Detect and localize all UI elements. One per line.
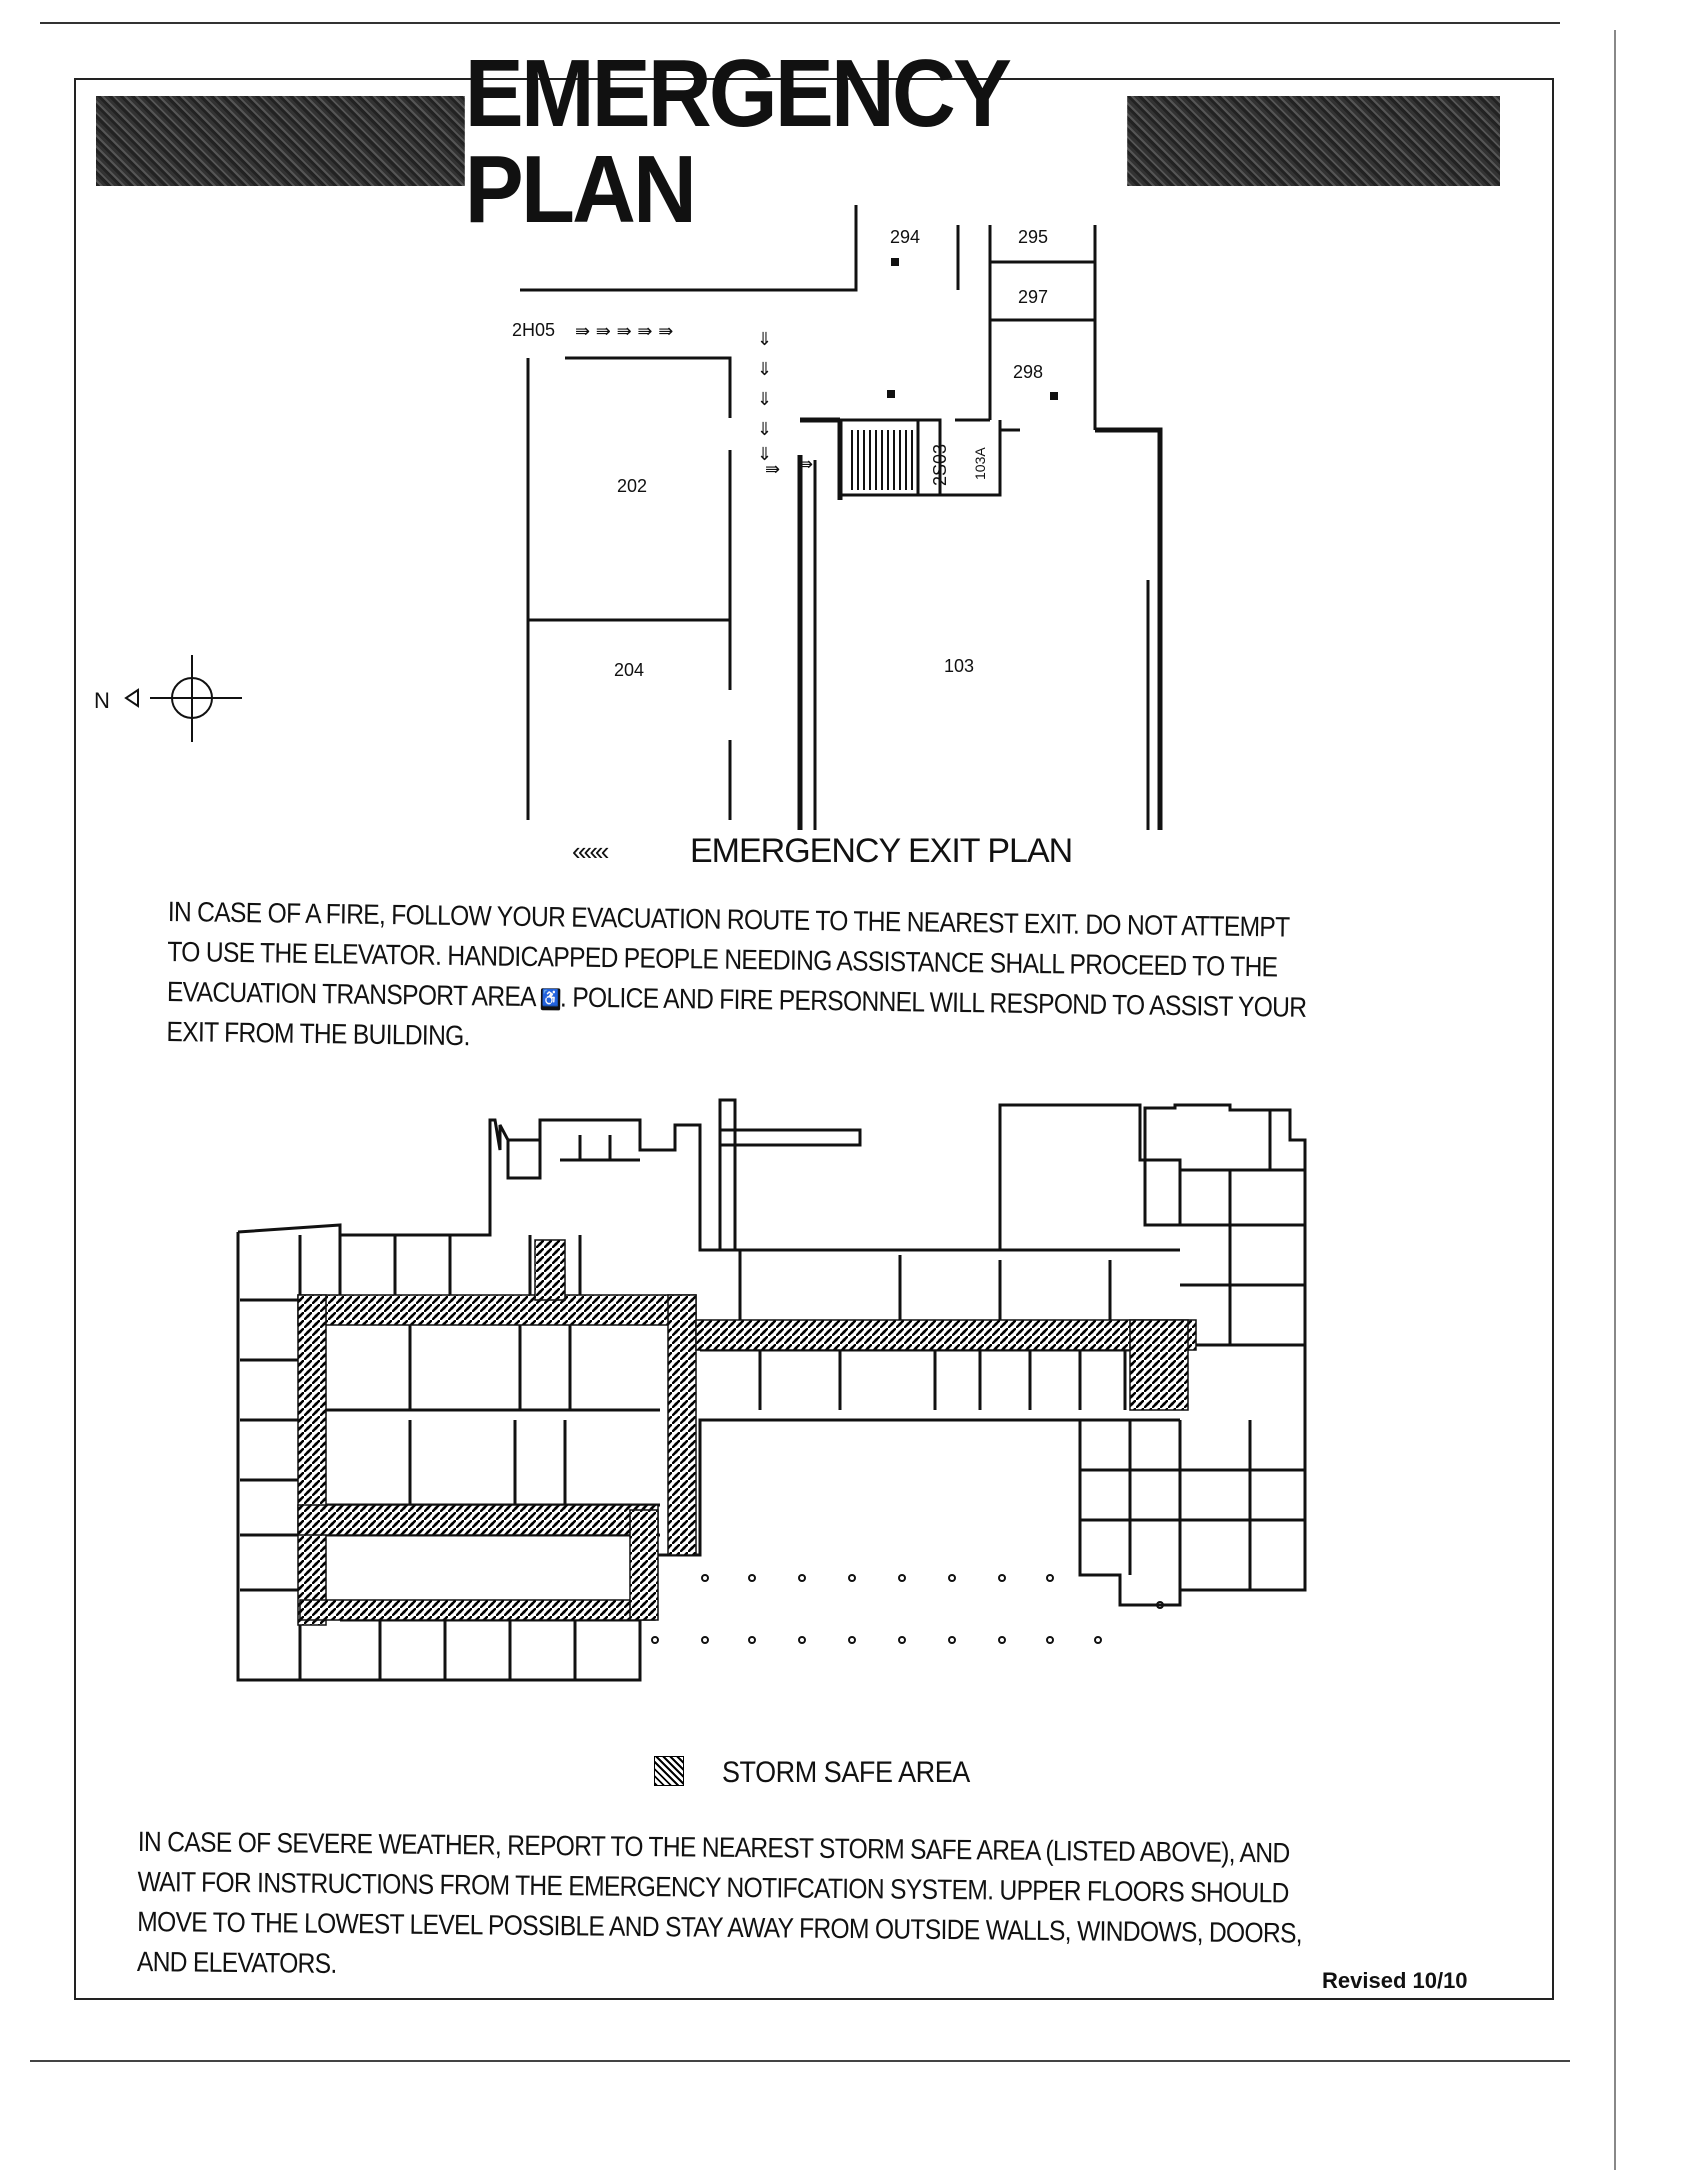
svg-text:⇛ ⇛ ⇛ ⇛ ⇛: ⇛ ⇛ ⇛ ⇛ ⇛ [575, 321, 674, 342]
room-298: 298 [1013, 362, 1044, 382]
storm-instructions: IN CASE OF SEVERE WEATHER, REPORT TO THE NEAREST STORM SAFE AREA (LISTED ABOVE), AND WAIT FOR INSTRUCTIONS FROM THE EMERGENCY NOTIFCATION SYSTEM. UPPER FLOORS SHOULD MOVE TO THE LOWEST LEVEL POSSIBLE AND STAY AWAY FROM OUTSIDE WALLS, WINDOWS, DOORS, AND ELEVATORS. [136, 1825, 1303, 1979]
svg-text:⇓: ⇓ [757, 359, 773, 380]
exit-plan-heading: EMERGENCY EXIT PLAN [690, 832, 1073, 870]
bottom-rule [30, 2060, 1570, 2062]
column-markers [652, 1575, 1163, 1643]
wheelchair-icon: ♿ [541, 988, 561, 1010]
room-295: 295 [1018, 227, 1049, 247]
svg-text:⇛: ⇛ [765, 459, 781, 480]
room-294: 294 [890, 227, 921, 247]
stair-2s03: 2S03 [930, 443, 950, 486]
room-103: 103 [944, 656, 975, 676]
svg-text:⇓: ⇓ [757, 444, 773, 465]
storm-safe-areas [298, 1240, 1196, 1625]
room-202: 202 [617, 476, 648, 496]
room-204: 204 [614, 660, 645, 680]
revision-date: Revised 10/10 [1322, 1968, 1468, 1993]
svg-text:⇓: ⇓ [757, 419, 773, 440]
room-103a: 103A [972, 447, 988, 480]
page-title: EMERGENCY PLAN [465, 96, 1127, 188]
svg-text:⇓: ⇓ [757, 389, 773, 410]
storm-safe-legend-swatch [654, 1756, 684, 1786]
svg-text:⇛: ⇛ [798, 454, 814, 475]
corridor-2h05: 2H05 [512, 320, 556, 340]
fire-instructions-text: IN CASE OF A FIRE, FOLLOW YOUR EVACUATION ROUTE TO THE NEAREST EXIT. DO NOT ATTEMPT TO USE THE ELEVATOR. HANDICAPPED PEOPLE NEEDING ASSISTANCE SHALL PROCEED TO THE EVACUATION TRANSPORT AREA [166, 895, 1290, 1013]
svg-text:⇓: ⇓ [757, 329, 773, 350]
room-297: 297 [1018, 287, 1049, 307]
fire-instructions-text-end: . POLICE AND FIRE PERSONNEL WILL RESPOND TO ASSIST YOUR EXIT FROM THE BUILDING. [166, 981, 1307, 1052]
storm-safe-legend-label: STORM SAFE AREA [722, 1756, 970, 1789]
compass-north-label: N [94, 688, 110, 713]
exit-arrows-icon: ««« [572, 836, 607, 866]
